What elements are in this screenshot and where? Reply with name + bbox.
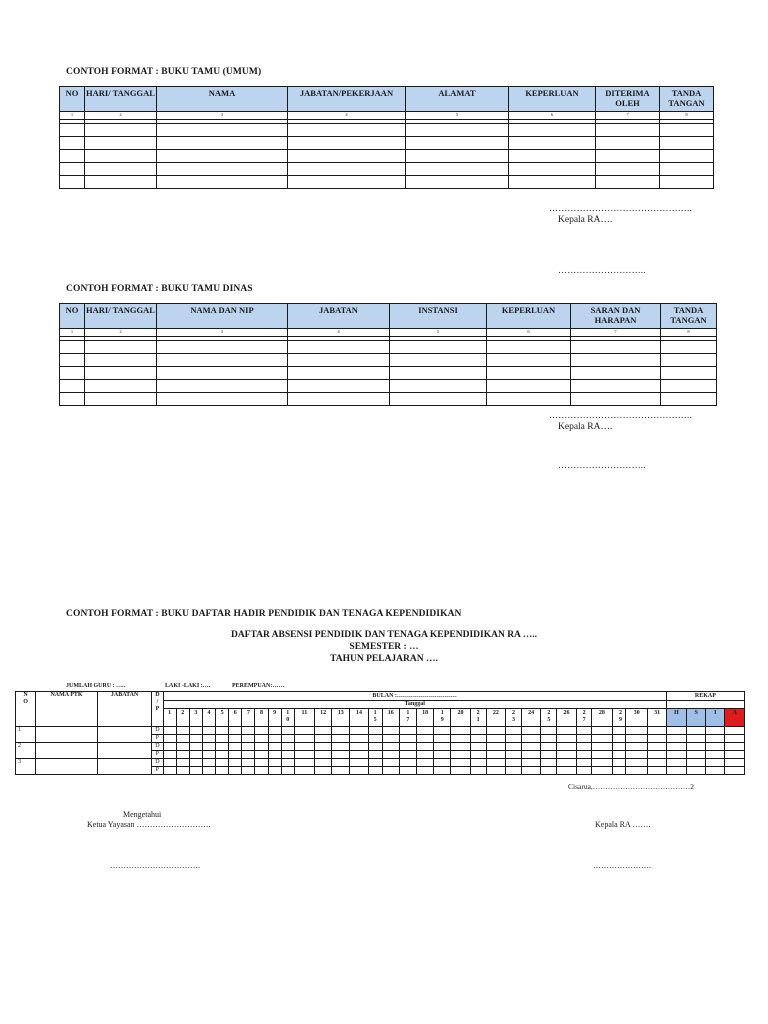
table-row [60, 176, 714, 189]
day-cell: 6 [229, 709, 242, 727]
number-cell: 8 [661, 329, 717, 337]
header-cell: NAMA DAN NIP [157, 304, 288, 329]
header-cell: ALAMAT [406, 87, 509, 112]
d-label: D [152, 743, 163, 751]
day-cell: 13 [332, 709, 350, 727]
col-no-header: N O [16, 692, 36, 727]
day-cell: 12 [314, 709, 331, 727]
number-cell: 4 [288, 329, 390, 337]
header-cell: DITERIMA OLEH [596, 87, 660, 112]
jumlah-guru-label: JUMLAH GURU : ….. [66, 683, 126, 689]
header-cell: HARI/ TANGGAL [85, 304, 157, 329]
rekap-spacer [666, 701, 744, 709]
day-cell: 1 [163, 709, 176, 727]
number-cell: 6 [509, 112, 596, 120]
table-row [60, 393, 717, 406]
number-cell: 3 [157, 329, 288, 337]
header-cell: JABATAN/PEKERJAAN [288, 87, 406, 112]
absensi-header-row-1 [16, 692, 745, 701]
day-cell: 1 5 [368, 709, 382, 727]
table-row [60, 354, 717, 367]
day-cell: 24 [522, 709, 541, 727]
day-cell: 8 [255, 709, 268, 727]
signature-dots-2: ……………………………………….. [549, 410, 692, 420]
number-cell: 8 [660, 112, 714, 120]
day-cell: 1 7 [399, 709, 416, 727]
day-cell: 2 3 [505, 709, 521, 727]
day-cell: 2 9 [613, 709, 626, 727]
row-number: 1 [16, 727, 36, 743]
table-row [60, 163, 714, 176]
row-number: 2 [16, 743, 36, 759]
absensi-table [15, 691, 745, 775]
number-cell: 1 [60, 112, 85, 120]
day-cell: 2 [176, 709, 189, 727]
section-title-daftar-hadir: CONTOH FORMAT : BUKU DAFTAR HADIR PENDIDIK DAN TENAGA KEPENDIDIKAN [66, 609, 462, 619]
p-label: P [152, 751, 163, 759]
header-cell: NAMA [157, 87, 288, 112]
day-cell: 9 [268, 709, 281, 727]
tamu-umum-number-row [60, 112, 714, 120]
day-cell: 26 [557, 709, 576, 727]
rekap-s-cell: S [687, 709, 706, 727]
day-cell: 20 [451, 709, 470, 727]
rekap-h-cell: H [666, 709, 686, 727]
signature-dots-left: ……………………………. [110, 861, 200, 870]
number-cell: 5 [406, 112, 509, 120]
day-cell: 1 0 [281, 709, 294, 727]
semester-heading: SEMESTER : … [349, 642, 419, 652]
section-title-tamu-dinas: CONTOH FORMAT : BUKU TAMU DINAS [66, 284, 253, 294]
signature-dots-right: …………………. [593, 861, 651, 870]
number-cell: 5 [390, 329, 487, 337]
table-row [60, 341, 717, 354]
header-cell: HARI/ TANGGAL [85, 87, 157, 112]
header-cell: TANDA TANGAN [660, 87, 714, 112]
table-row [60, 380, 717, 393]
header-cell: NO [60, 304, 85, 329]
number-cell: 2 [85, 329, 157, 337]
day-cell: 28 [591, 709, 612, 727]
d-label: D [152, 759, 163, 767]
perempuan-label: PEREMPUAN:…… [232, 683, 285, 689]
header-cell: SARAN DAN HARAPAN [571, 304, 661, 329]
signature-label-2: Kepala RA…. [558, 422, 613, 432]
section-title-tamu-umum: CONTOH FORMAT : BUKU TAMU (UMUM) [66, 67, 262, 77]
day-cell: 2 1 [470, 709, 486, 727]
bulan-header: BULAN :………………………… [163, 692, 666, 701]
table-row [16, 759, 745, 767]
header-cell: NO [60, 87, 85, 112]
day-cell: 2 5 [541, 709, 557, 727]
row-number: 3 [16, 759, 36, 775]
day-cell: 1 9 [434, 709, 451, 727]
day-cell: 4 [202, 709, 215, 727]
tamu-umum-table [59, 86, 714, 189]
d-label: D [152, 727, 163, 735]
tamu-dinas-table [59, 303, 717, 406]
tamu-dinas-header-row [60, 304, 717, 329]
col-jabatan-header: JABATAN [97, 692, 152, 727]
number-cell: 4 [288, 112, 406, 120]
day-cell: 22 [486, 709, 505, 727]
header-cell: JABATAN [288, 304, 390, 329]
number-cell: 7 [596, 112, 660, 120]
day-cell: 2 7 [576, 709, 591, 727]
col-dp-header: D / P [152, 692, 163, 727]
table-row [60, 137, 714, 150]
day-cell: 30 [626, 709, 648, 727]
signature-label-1: Kepala RA…. [558, 215, 613, 225]
number-cell: 3 [157, 112, 288, 120]
signature-dots-1: ……………………………………….. [549, 203, 692, 213]
day-cell: 18 [417, 709, 434, 727]
table-row [60, 150, 714, 163]
day-cell: 16 [382, 709, 399, 727]
day-cell: 5 [216, 709, 229, 727]
absensi-heading: DAFTAR ABSENSI PENDIDIK DAN TENAGA KEPENDIDIKAN RA ….. [230, 630, 538, 640]
p-label: P [152, 767, 163, 775]
header-cell: TANDA TANGAN [661, 304, 717, 329]
day-cell: 7 [242, 709, 255, 727]
p-label: P [152, 735, 163, 743]
number-cell: 2 [85, 112, 157, 120]
signature-name-dots-2: ……………………….. [558, 460, 646, 470]
table-row [60, 367, 717, 380]
signature-name-dots-1: ……………………….. [558, 265, 646, 275]
number-cell: 1 [60, 329, 85, 337]
table-row [16, 743, 745, 751]
day-cell: 31 [648, 709, 666, 727]
day-cell: 11 [294, 709, 314, 727]
header-cell: KEPERLUAN [509, 87, 596, 112]
day-cell: 14 [350, 709, 368, 727]
kepala-ra-label: Kepala RA ……. [595, 820, 651, 829]
table-row [60, 124, 714, 137]
tamu-dinas-number-row [60, 329, 717, 337]
rekap-a-cell: A [725, 709, 745, 727]
ketua-yayasan-label: Ketua Yayasan ………………………. [87, 820, 211, 829]
rekap-i-cell: I [706, 709, 725, 727]
tamu-umum-header-row [60, 87, 714, 112]
table-row [16, 727, 745, 735]
tanggal-header: Tanggal [163, 701, 666, 709]
day-cell: 3 [189, 709, 202, 727]
rekap-header: REKAP [666, 692, 744, 701]
header-cell: KEPERLUAN [487, 304, 571, 329]
cisarua-date: Cisarua,…………………………………2 [568, 782, 695, 791]
laki-laki-label: LAKI -LAKI :…. [165, 683, 211, 689]
header-cell: INSTANSI [390, 304, 487, 329]
tahun-pelajaran-heading: TAHUN PELAJARAN …. [330, 654, 438, 664]
col-nama-ptk-header: NAMA PTK [36, 692, 98, 727]
number-cell: 7 [571, 329, 661, 337]
mengetahui-label: Mengetahui [123, 810, 162, 819]
number-cell: 6 [487, 329, 571, 337]
